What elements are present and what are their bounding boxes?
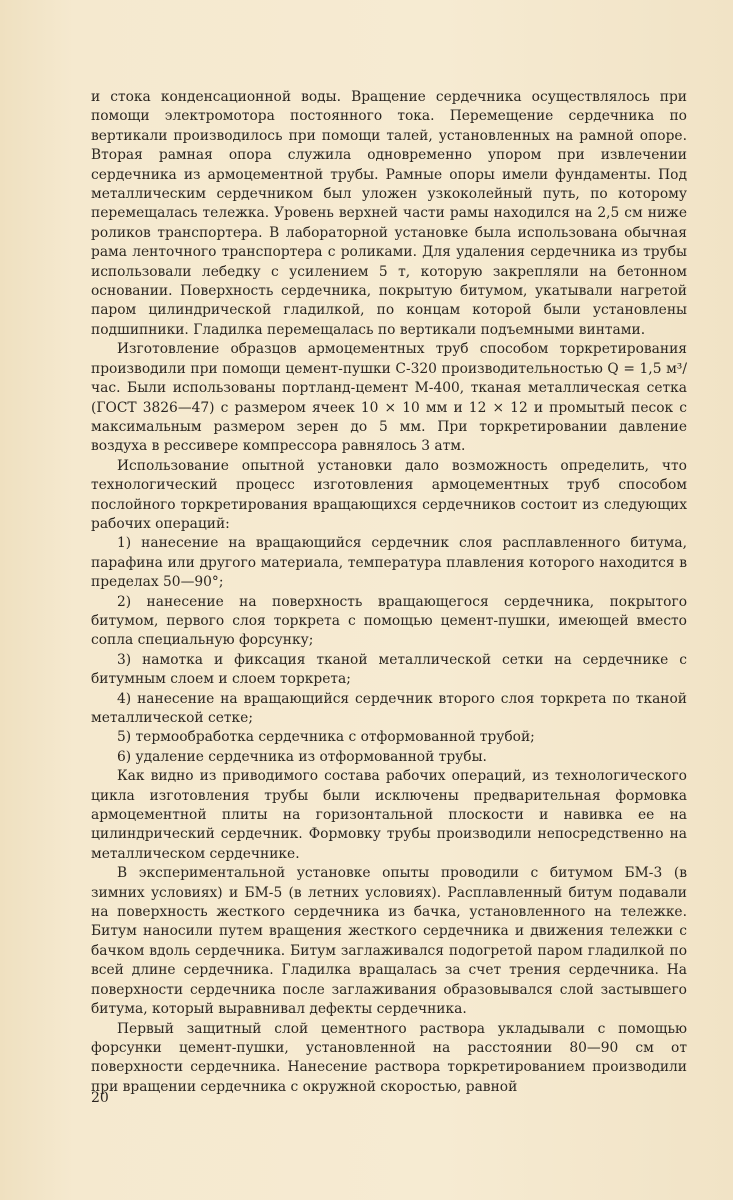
list-item: 3) намотка и фиксация тканой металлической сетки на сердечнике с битумным слоем и слоем торкрета; xyxy=(91,651,687,688)
paragraph: Использование опытной установки дало возможность определить, что технологический процесс изготовления армоцементных труб способом послойного торкретирования вращающихся сердечников состоит из следующих рабочих операций: xyxy=(91,457,687,532)
list-item: 4) нанесение на вращающийся сердечник второго слоя торкрета по тканой металлической сетке; xyxy=(91,690,687,726)
list-item: 5) термообработка сердечника с отформованной трубой; xyxy=(117,729,535,746)
list-item: 2) нанесение на поверхность вращающегося сердечника, покрытого битумом, первого слоя торкрета с помощью цемент-пушки, имеющей вместо сопла специальную форсунку; xyxy=(91,593,687,649)
paragraph: Как видно из приводимого состава рабочих операций, из технологического цикла изготовления трубы были исключены предварительная формовка армоцементной плиты на горизонтальной плоскости и навивка ее на цилиндрический сердечник. Формовку трубы производили непосредственно на металлическом сердечнике. xyxy=(91,768,687,862)
page-number: 20 xyxy=(91,1090,109,1106)
paragraph: и стока конденсационной воды. Вращение сердечника осуществлялось при помощи электромотора постоянного тока. Перемещение сердечника по вертикали производилось при помощи талей, установленных на рамной опоре. Вторая рамная опора служила одновременно упором при извлечении сердечника из армоцементной трубы. Рамные опоры имели фундаменты. Под металлическим сердечником был уложен узкоколейный путь, по которому перемещалась тележка. Уровень верхней части рамы находился на 2,5 см ниже роликов транспортера. В лабораторной установке была использована обычная рама ленточного транспортера с роликами. Для удаления сердечника из трубы использовали лебедку с усилением 5 т, которую закрепляли на бетонном основании. Поверхность сердечника, покрытую битумом, укатывали нагретой паром цилиндрической гладилкой, по концам которой были установлены подшипники. Гладилка перемещалась по вертикали подъемными винтами. xyxy=(91,89,687,338)
body-text xyxy=(91,88,687,1097)
paragraph: В экспериментальной установке опыты проводили с битумом БМ-3 (в зимних условиях) и БМ-5 (в летних условиях). Расплавленный битум подавали на поверхность жесткого сердечника из бачка, установленного на тележке. Битум наносили путем вращения жесткого сердечника и движения тележки с бачком вдоль сердечника. Битум заглаживался подогретой паром гладилкой по всей длине сердечника. Гладилка вращалась за счет трения сердечника. На поверхности сердечника после заглаживания образовывался слой застывшего битума, который выравнивал дефекты сердечника. xyxy=(91,865,687,1018)
list-item: 1) нанесение на вращающийся сердечник слоя расплавленного битума, парафина или другого материала, температура плавления которого находится в пределах 50—90°; xyxy=(91,535,687,591)
paragraph: Изготовление образцов армоцементных труб способом торкретирования производили при помощи цемент-пушки С-320 производительностью Q = 1,5 м³/час. Были использованы портланд-цемент М-400, тканая металлическая сетка (ГОСТ 3826—47) с размером ячеек 10 × 10 мм и 12 × 12 и промытый песок с максимальным размером зерен до 5 мм. При торкретировании давление воздуха в рессивере компрессора равнялось 3 атм. xyxy=(91,341,687,455)
paragraph: Первый защитный слой цементного раствора укладывали с помощью форсунки цемент-пушки, установленной на расстоянии 80—90 см от поверхности сердечника. Нанесение раствора торкретированием производили при вращении сердечника с окружной скоростью, равной xyxy=(91,1020,687,1095)
list-item: 6) удаление сердечника из отформованной трубы. xyxy=(117,748,487,765)
